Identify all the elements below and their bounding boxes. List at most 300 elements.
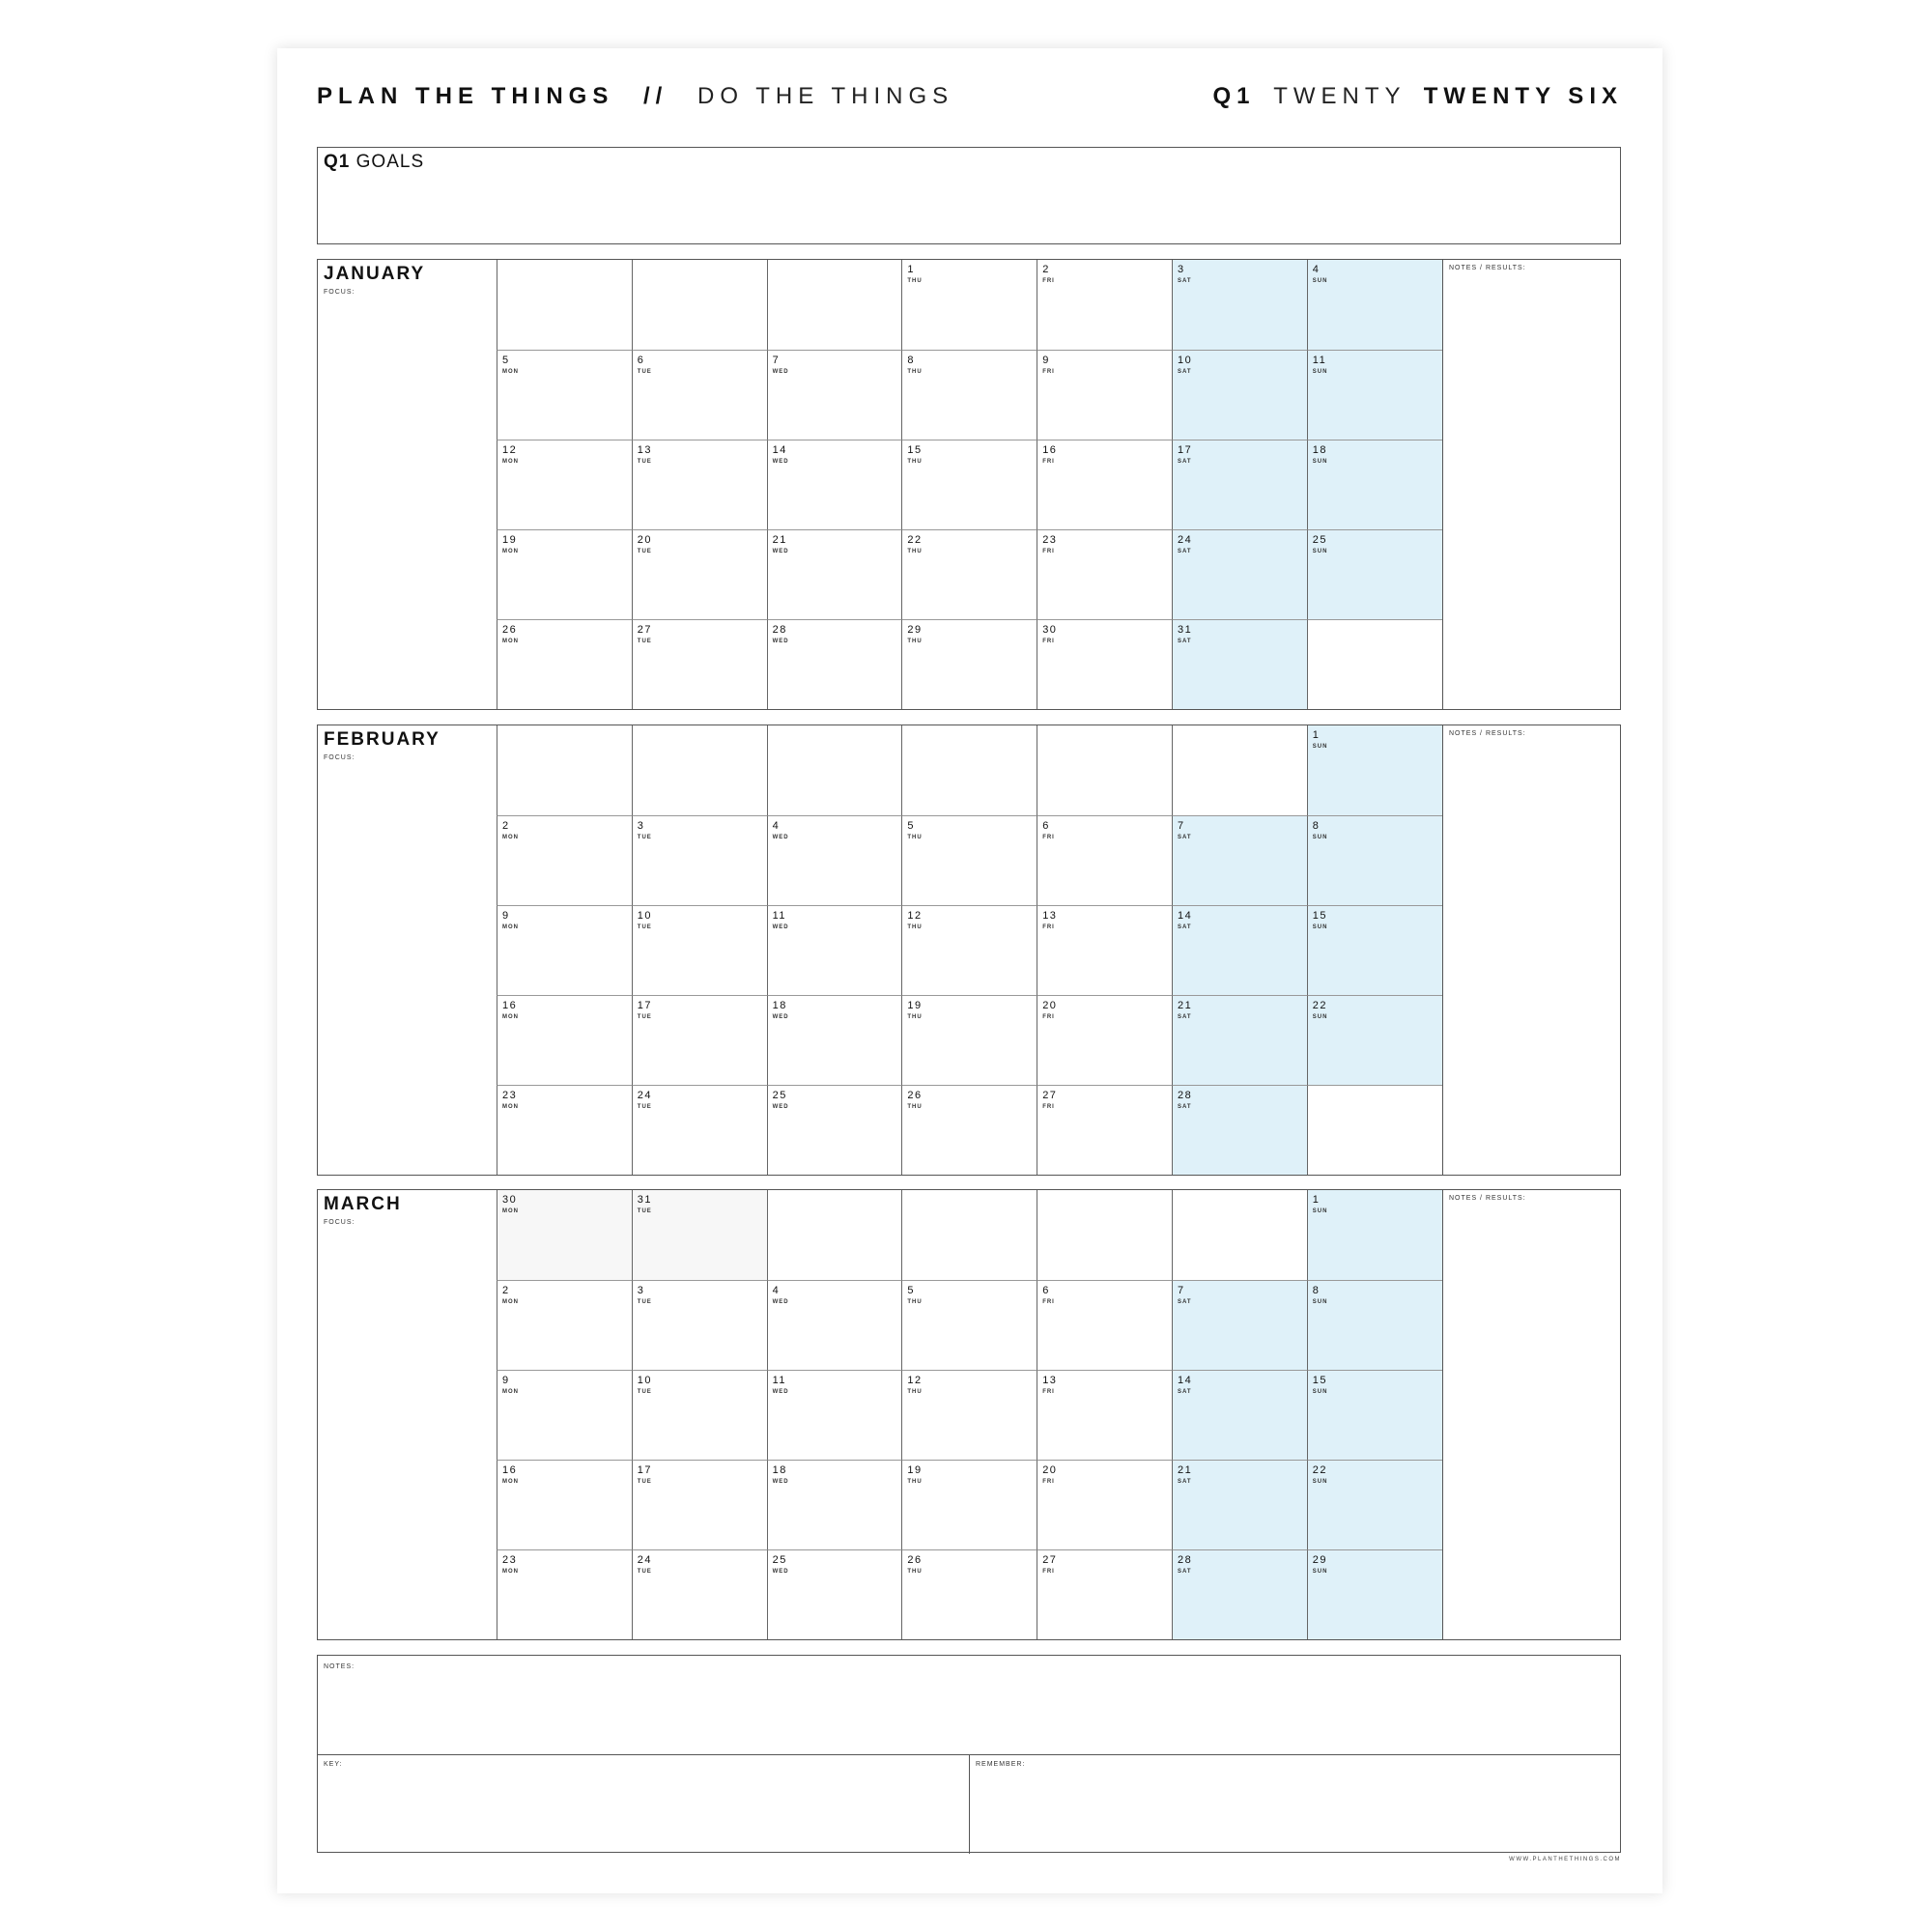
day-number: 18 bbox=[772, 1000, 787, 1011]
day-of-week: TUE bbox=[637, 1389, 652, 1395]
day-number: 24 bbox=[637, 1554, 653, 1566]
day-cell[interactable] bbox=[1172, 1085, 1307, 1175]
day-cell[interactable] bbox=[1037, 619, 1172, 709]
empty-cell bbox=[767, 260, 902, 350]
empty-cell bbox=[1037, 1190, 1172, 1280]
day-of-week: WED bbox=[772, 369, 789, 375]
day-cell[interactable] bbox=[1037, 1085, 1172, 1175]
day-cell[interactable] bbox=[901, 1280, 1037, 1370]
day-number: 5 bbox=[907, 1285, 916, 1296]
day-of-week: SUN bbox=[1312, 744, 1328, 750]
day-cell[interactable] bbox=[1037, 260, 1172, 350]
day-number: 12 bbox=[502, 444, 518, 456]
day-of-week: FRI bbox=[1042, 924, 1055, 930]
day-of-week: SAT bbox=[1178, 1104, 1192, 1110]
day-number: 23 bbox=[1042, 534, 1058, 546]
planner-sheet bbox=[277, 48, 1662, 1893]
key-remember-divider bbox=[969, 1755, 970, 1854]
day-cell[interactable] bbox=[1172, 1370, 1307, 1460]
day-number: 3 bbox=[637, 820, 645, 832]
day-cell[interactable] bbox=[767, 1280, 902, 1370]
day-number: 18 bbox=[1312, 444, 1328, 456]
day-number: 10 bbox=[637, 1375, 653, 1386]
day-cell[interactable] bbox=[1037, 905, 1172, 995]
day-cell[interactable] bbox=[767, 350, 902, 440]
empty-cell bbox=[901, 1190, 1037, 1280]
day-cell[interactable] bbox=[1037, 350, 1172, 440]
day-cell[interactable] bbox=[1037, 815, 1172, 905]
day-cell[interactable] bbox=[1037, 1460, 1172, 1549]
day-of-week: MON bbox=[502, 459, 519, 465]
day-cell[interactable] bbox=[901, 529, 1037, 619]
day-cell[interactable] bbox=[1172, 260, 1307, 350]
day-of-week: TUE bbox=[637, 1299, 652, 1305]
day-cell[interactable] bbox=[767, 529, 902, 619]
empty-cell bbox=[1307, 619, 1442, 709]
day-cell[interactable] bbox=[1307, 1370, 1442, 1460]
day-number: 25 bbox=[1312, 534, 1328, 546]
day-number: 21 bbox=[1178, 1464, 1193, 1476]
day-cell[interactable] bbox=[1172, 350, 1307, 440]
day-number: 16 bbox=[502, 1464, 518, 1476]
day-cell[interactable] bbox=[632, 619, 767, 709]
day-of-week: SAT bbox=[1178, 1014, 1192, 1020]
day-number: 8 bbox=[1312, 820, 1321, 832]
day-cell[interactable] bbox=[1307, 905, 1442, 995]
day-of-week: SAT bbox=[1178, 1389, 1192, 1395]
day-cell[interactable] bbox=[901, 1085, 1037, 1175]
day-of-week: WED bbox=[772, 549, 789, 554]
day-cell[interactable] bbox=[497, 1280, 632, 1370]
empty-cell bbox=[1172, 725, 1307, 815]
q1-goals-box[interactable] bbox=[317, 147, 1621, 244]
day-number: 27 bbox=[1042, 1090, 1058, 1101]
day-of-week: MON bbox=[502, 1569, 519, 1575]
day-of-week: SUN bbox=[1312, 459, 1328, 465]
day-cell[interactable] bbox=[1307, 815, 1442, 905]
day-of-week: TUE bbox=[637, 835, 652, 840]
day-of-week: MON bbox=[502, 1208, 519, 1214]
notes-results-label: NOTES / RESULTS: bbox=[1449, 1195, 1526, 1202]
empty-cell bbox=[1172, 1190, 1307, 1280]
day-of-week: WED bbox=[772, 924, 789, 930]
day-cell[interactable] bbox=[497, 1190, 632, 1280]
day-number: 22 bbox=[907, 534, 923, 546]
footer-url: WWW.PLANTHETHINGS.COM bbox=[1509, 1857, 1621, 1862]
empty-cell bbox=[767, 1190, 902, 1280]
day-cell[interactable] bbox=[632, 905, 767, 995]
month-march bbox=[317, 1189, 1621, 1640]
day-number: 2 bbox=[502, 1285, 510, 1296]
day-of-week: WED bbox=[772, 1479, 789, 1485]
day-number: 6 bbox=[637, 355, 645, 366]
month-january bbox=[317, 259, 1621, 710]
day-cell[interactable] bbox=[901, 1549, 1037, 1639]
month-name: JANUARY bbox=[324, 264, 426, 284]
day-of-week: SUN bbox=[1312, 1299, 1328, 1305]
day-of-week: FRI bbox=[1042, 1569, 1055, 1575]
day-of-week: SAT bbox=[1178, 369, 1192, 375]
header-year-light: TWENTY bbox=[1273, 83, 1406, 109]
header-separator: // bbox=[643, 83, 668, 109]
day-of-week: THU bbox=[907, 835, 923, 840]
day-of-week: SUN bbox=[1312, 1014, 1328, 1020]
day-cell[interactable] bbox=[767, 905, 902, 995]
day-number: 16 bbox=[502, 1000, 518, 1011]
day-number: 26 bbox=[502, 624, 518, 636]
day-of-week: THU bbox=[907, 1479, 923, 1485]
day-cell[interactable] bbox=[1037, 995, 1172, 1085]
day-of-week: TUE bbox=[637, 924, 652, 930]
goals-text: GOALS bbox=[355, 152, 425, 172]
day-number: 9 bbox=[502, 910, 510, 922]
empty-cell bbox=[497, 725, 632, 815]
day-of-week: SUN bbox=[1312, 278, 1328, 284]
day-of-week: FRI bbox=[1042, 1104, 1055, 1110]
notes-results-column[interactable] bbox=[1442, 725, 1620, 1175]
day-number: 2 bbox=[502, 820, 510, 832]
empty-cell bbox=[1037, 725, 1172, 815]
day-of-week: THU bbox=[907, 1104, 923, 1110]
month-name: FEBRUARY bbox=[324, 729, 440, 750]
day-of-week: SAT bbox=[1178, 1569, 1192, 1575]
day-number: 6 bbox=[1042, 1285, 1050, 1296]
key-label: KEY: bbox=[324, 1761, 343, 1768]
day-number: 27 bbox=[637, 624, 653, 636]
day-cell[interactable] bbox=[901, 1370, 1037, 1460]
day-of-week: THU bbox=[907, 1569, 923, 1575]
day-of-week: FRI bbox=[1042, 1014, 1055, 1020]
day-cell[interactable] bbox=[1172, 905, 1307, 995]
day-of-week: THU bbox=[907, 924, 923, 930]
day-number: 1 bbox=[907, 264, 916, 275]
day-number: 9 bbox=[1042, 355, 1050, 366]
empty-cell bbox=[632, 725, 767, 815]
day-number: 20 bbox=[637, 534, 653, 546]
day-cell[interactable] bbox=[901, 1460, 1037, 1549]
day-cell[interactable] bbox=[497, 619, 632, 709]
day-number: 27 bbox=[1042, 1554, 1058, 1566]
empty-cell bbox=[497, 260, 632, 350]
bottom-section bbox=[317, 1655, 1621, 1853]
day-cell[interactable] bbox=[1037, 1370, 1172, 1460]
day-of-week: SAT bbox=[1178, 1299, 1192, 1305]
day-cell[interactable] bbox=[1037, 1549, 1172, 1639]
day-number: 22 bbox=[1312, 1464, 1328, 1476]
day-number: 11 bbox=[772, 910, 787, 922]
day-of-week: WED bbox=[772, 639, 789, 644]
day-number: 14 bbox=[1178, 1375, 1193, 1386]
day-number: 4 bbox=[772, 1285, 781, 1296]
day-number: 12 bbox=[907, 1375, 923, 1386]
day-of-week: MON bbox=[502, 369, 519, 375]
day-of-week: SAT bbox=[1178, 1479, 1192, 1485]
day-of-week: THU bbox=[907, 459, 923, 465]
day-number: 11 bbox=[1312, 355, 1327, 366]
day-cell[interactable] bbox=[632, 350, 767, 440]
day-cell[interactable] bbox=[1307, 440, 1442, 529]
day-cell[interactable] bbox=[632, 1280, 767, 1370]
day-number: 25 bbox=[772, 1090, 787, 1101]
day-cell[interactable] bbox=[497, 350, 632, 440]
day-cell[interactable] bbox=[632, 1370, 767, 1460]
day-of-week: SAT bbox=[1178, 549, 1192, 554]
day-number: 22 bbox=[1312, 1000, 1328, 1011]
day-number: 31 bbox=[1178, 624, 1193, 636]
day-of-week: SUN bbox=[1312, 1389, 1328, 1395]
month-february bbox=[317, 724, 1621, 1176]
day-cell[interactable] bbox=[632, 529, 767, 619]
day-of-week: TUE bbox=[637, 639, 652, 644]
day-cell[interactable] bbox=[901, 905, 1037, 995]
day-number: 6 bbox=[1042, 820, 1050, 832]
day-cell[interactable] bbox=[632, 1549, 767, 1639]
day-cell[interactable] bbox=[901, 350, 1037, 440]
month-name: MARCH bbox=[324, 1194, 402, 1214]
day-cell[interactable] bbox=[1172, 995, 1307, 1085]
day-number: 25 bbox=[772, 1554, 787, 1566]
day-number: 29 bbox=[907, 624, 923, 636]
day-cell[interactable] bbox=[1172, 440, 1307, 529]
day-cell[interactable] bbox=[632, 1190, 767, 1280]
day-of-week: WED bbox=[772, 1104, 789, 1110]
day-of-week: SUN bbox=[1312, 1569, 1328, 1575]
day-cell[interactable] bbox=[1037, 529, 1172, 619]
day-of-week: FRI bbox=[1042, 369, 1055, 375]
day-of-week: THU bbox=[907, 1299, 923, 1305]
day-cell[interactable] bbox=[1037, 1280, 1172, 1370]
day-cell[interactable] bbox=[497, 1549, 632, 1639]
day-cell[interactable] bbox=[1307, 1460, 1442, 1549]
day-cell[interactable] bbox=[1307, 260, 1442, 350]
day-number: 9 bbox=[502, 1375, 510, 1386]
day-cell[interactable] bbox=[497, 1370, 632, 1460]
empty-cell bbox=[901, 725, 1037, 815]
day-of-week: WED bbox=[772, 459, 789, 465]
day-number: 18 bbox=[772, 1464, 787, 1476]
day-cell[interactable] bbox=[632, 440, 767, 529]
day-of-week: SUN bbox=[1312, 1208, 1328, 1214]
day-number: 23 bbox=[502, 1554, 518, 1566]
day-number: 26 bbox=[907, 1090, 923, 1101]
day-number: 15 bbox=[1312, 910, 1328, 922]
goals-label bbox=[324, 152, 424, 173]
day-cell[interactable] bbox=[1172, 815, 1307, 905]
day-of-week: SUN bbox=[1312, 549, 1328, 554]
day-cell[interactable] bbox=[497, 905, 632, 995]
day-of-week: THU bbox=[907, 369, 923, 375]
day-of-week: TUE bbox=[637, 1569, 652, 1575]
day-number: 7 bbox=[1178, 1285, 1185, 1296]
day-cell[interactable] bbox=[1172, 619, 1307, 709]
day-of-week: MON bbox=[502, 1299, 519, 1305]
day-of-week: MON bbox=[502, 1014, 519, 1020]
day-of-week: SUN bbox=[1312, 369, 1328, 375]
goals-quarter: Q1 bbox=[324, 152, 351, 172]
day-number: 31 bbox=[637, 1194, 653, 1206]
day-cell[interactable] bbox=[497, 529, 632, 619]
notes-label: NOTES: bbox=[324, 1663, 355, 1670]
day-cell[interactable] bbox=[1307, 529, 1442, 619]
day-of-week: WED bbox=[772, 1389, 789, 1395]
day-cell[interactable] bbox=[901, 440, 1037, 529]
day-number: 13 bbox=[1042, 910, 1058, 922]
day-number: 17 bbox=[637, 1000, 653, 1011]
day-cell[interactable] bbox=[497, 1460, 632, 1549]
day-number: 13 bbox=[637, 444, 653, 456]
day-of-week: SUN bbox=[1312, 835, 1328, 840]
empty-cell bbox=[767, 725, 902, 815]
header-right bbox=[1213, 83, 1624, 110]
header-plan: PLAN THE THINGS bbox=[317, 83, 614, 109]
day-number: 23 bbox=[502, 1090, 518, 1101]
day-of-week: WED bbox=[772, 1014, 789, 1020]
day-number: 20 bbox=[1042, 1000, 1058, 1011]
day-of-week: WED bbox=[772, 1299, 789, 1305]
day-number: 28 bbox=[1178, 1554, 1193, 1566]
day-cell[interactable] bbox=[1037, 440, 1172, 529]
day-cell[interactable] bbox=[901, 260, 1037, 350]
day-of-week: THU bbox=[907, 1389, 923, 1395]
day-of-week: TUE bbox=[637, 1104, 652, 1110]
day-of-week: FRI bbox=[1042, 835, 1055, 840]
notes-results-label: NOTES / RESULTS: bbox=[1449, 265, 1526, 271]
day-of-week: THU bbox=[907, 1014, 923, 1020]
day-cell[interactable] bbox=[632, 1460, 767, 1549]
day-number: 5 bbox=[907, 820, 916, 832]
day-number: 28 bbox=[772, 624, 787, 636]
day-of-week: MON bbox=[502, 1479, 519, 1485]
day-of-week: WED bbox=[772, 835, 789, 840]
day-number: 24 bbox=[637, 1090, 653, 1101]
day-of-week: THU bbox=[907, 549, 923, 554]
day-of-week: FRI bbox=[1042, 459, 1055, 465]
day-cell[interactable] bbox=[632, 1085, 767, 1175]
day-number: 19 bbox=[907, 1000, 923, 1011]
day-cell[interactable] bbox=[767, 619, 902, 709]
day-of-week: TUE bbox=[637, 1014, 652, 1020]
day-number: 10 bbox=[1178, 355, 1193, 366]
day-of-week: TUE bbox=[637, 369, 652, 375]
day-of-week: THU bbox=[907, 278, 923, 284]
day-of-week: SAT bbox=[1178, 459, 1192, 465]
key-remember-row bbox=[318, 1754, 1620, 1854]
day-of-week: WED bbox=[772, 1569, 789, 1575]
day-number: 4 bbox=[1312, 264, 1321, 275]
header-do: DO THE THINGS bbox=[697, 83, 954, 109]
day-of-week: SUN bbox=[1312, 1479, 1328, 1485]
day-cell[interactable] bbox=[767, 1085, 902, 1175]
day-cell[interactable] bbox=[901, 995, 1037, 1085]
day-of-week: MON bbox=[502, 924, 519, 930]
day-cell[interactable] bbox=[1307, 1549, 1442, 1639]
day-number: 5 bbox=[502, 355, 510, 366]
day-number: 21 bbox=[772, 534, 787, 546]
day-of-week: FRI bbox=[1042, 278, 1055, 284]
day-number: 1 bbox=[1312, 1194, 1321, 1206]
day-cell[interactable] bbox=[1172, 1280, 1307, 1370]
day-cell[interactable] bbox=[767, 995, 902, 1085]
day-cell[interactable] bbox=[1307, 995, 1442, 1085]
day-of-week: MON bbox=[502, 835, 519, 840]
day-cell[interactable] bbox=[767, 440, 902, 529]
empty-cell bbox=[632, 260, 767, 350]
day-of-week: TUE bbox=[637, 459, 652, 465]
day-of-week: TUE bbox=[637, 1479, 652, 1485]
day-of-week: THU bbox=[907, 639, 923, 644]
day-of-week: FRI bbox=[1042, 639, 1055, 644]
day-number: 30 bbox=[502, 1194, 518, 1206]
day-number: 29 bbox=[1312, 1554, 1328, 1566]
header-left bbox=[317, 83, 953, 110]
day-number: 8 bbox=[1312, 1285, 1321, 1296]
day-of-week: FRI bbox=[1042, 1479, 1055, 1485]
day-of-week: MON bbox=[502, 639, 519, 644]
day-cell[interactable] bbox=[767, 1460, 902, 1549]
day-number: 16 bbox=[1042, 444, 1058, 456]
day-cell[interactable] bbox=[767, 1549, 902, 1639]
day-number: 14 bbox=[772, 444, 787, 456]
notes-results-column[interactable] bbox=[1442, 1190, 1620, 1639]
day-cell[interactable] bbox=[901, 815, 1037, 905]
day-cell[interactable] bbox=[1307, 1190, 1442, 1280]
day-of-week: MON bbox=[502, 549, 519, 554]
day-cell[interactable] bbox=[767, 1370, 902, 1460]
notes-results-column[interactable] bbox=[1442, 260, 1620, 709]
day-number: 10 bbox=[637, 910, 653, 922]
day-number: 13 bbox=[1042, 1375, 1058, 1386]
day-of-week: TUE bbox=[637, 1208, 652, 1214]
day-of-week: FRI bbox=[1042, 549, 1055, 554]
day-number: 2 bbox=[1042, 264, 1050, 275]
day-cell[interactable] bbox=[767, 815, 902, 905]
day-cell[interactable] bbox=[1172, 1549, 1307, 1639]
day-cell[interactable] bbox=[1307, 350, 1442, 440]
day-number: 15 bbox=[907, 444, 923, 456]
day-number: 14 bbox=[1178, 910, 1193, 922]
day-number: 7 bbox=[1178, 820, 1185, 832]
day-number: 24 bbox=[1178, 534, 1193, 546]
day-number: 21 bbox=[1178, 1000, 1193, 1011]
day-of-week: SUN bbox=[1312, 924, 1328, 930]
header bbox=[317, 83, 1623, 118]
day-cell[interactable] bbox=[901, 619, 1037, 709]
day-number: 19 bbox=[502, 534, 518, 546]
focus-label: FOCUS: bbox=[324, 754, 355, 761]
day-number: 12 bbox=[907, 910, 923, 922]
day-cell[interactable] bbox=[632, 995, 767, 1085]
day-cell[interactable] bbox=[497, 815, 632, 905]
day-of-week: SAT bbox=[1178, 639, 1192, 644]
day-number: 17 bbox=[1178, 444, 1193, 456]
focus-label: FOCUS: bbox=[324, 289, 355, 296]
day-cell[interactable] bbox=[1307, 725, 1442, 815]
day-number: 30 bbox=[1042, 624, 1058, 636]
day-cell[interactable] bbox=[1172, 1460, 1307, 1549]
day-cell[interactable] bbox=[632, 815, 767, 905]
day-number: 28 bbox=[1178, 1090, 1193, 1101]
day-cell[interactable] bbox=[1307, 1280, 1442, 1370]
day-number: 8 bbox=[907, 355, 916, 366]
day-number: 7 bbox=[772, 355, 781, 366]
day-number: 11 bbox=[772, 1375, 787, 1386]
day-number: 17 bbox=[637, 1464, 653, 1476]
day-of-week: TUE bbox=[637, 549, 652, 554]
day-cell[interactable] bbox=[497, 1085, 632, 1175]
day-cell[interactable] bbox=[497, 440, 632, 529]
day-cell[interactable] bbox=[1172, 529, 1307, 619]
day-cell[interactable] bbox=[497, 995, 632, 1085]
